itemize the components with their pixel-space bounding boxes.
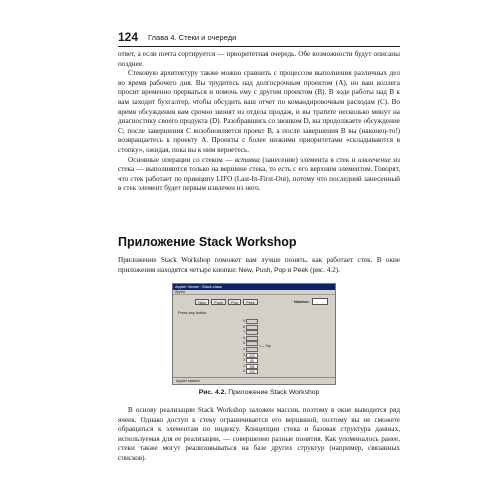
stack-row — [243, 363, 266, 369]
stack-index: 7 — [243, 330, 245, 335]
intro-text — [118, 50, 400, 194]
inline-peek: Peek — [293, 266, 309, 274]
inline-pop: Pop — [274, 266, 286, 274]
applet-message: Press any button — [178, 311, 207, 315]
text-run: Основные операции со стеком — — [128, 155, 235, 164]
stack-row — [243, 330, 266, 335]
inline-push: Push — [255, 266, 271, 274]
term-push: вставка — [234, 155, 260, 164]
stack-workshop-applet — [172, 283, 336, 385]
stack-cell — [246, 347, 258, 352]
stack-index: 9 — [243, 319, 245, 323]
stack-cell — [246, 330, 258, 335]
stack-cell: 329 — [246, 353, 258, 358]
chapter-title: Глава 4. Стеки и очереди — [148, 33, 237, 42]
stack-row — [243, 319, 266, 324]
stack-cell: 286 — [246, 364, 258, 369]
stack-index: 3 — [243, 352, 245, 357]
stack-index: 2 — [243, 358, 245, 363]
applet-menu[interactable]: Applet — [173, 290, 335, 295]
push-button[interactable]: Push — [211, 299, 226, 305]
stack-index: 0 — [243, 369, 245, 374]
paragraph: Стековую архитектуру также можно сравнить с процессом выполнения различных дел во время рабочего дня. Вы трудитесь над долгосрочным проектом (A), но ваш коллега просит временно прерваться и помочь ему с другим проектом (B). В ходе работы над B к вам заходит бухгалтер, чтобы обсудить ваш отчет по командировочным расходам (C). Во время обсуждения вам срочно звонят из отдела продаж, и вы тратите несколько минут на диагностику своего продукта (D). Разобравшись со звонком D, вы продолжаете обсуждение C; после завершения C возобновляется проект B, а после завершения B вы (наконец-то!) возвращаетесь к проекту A. Проекты с более низкими приоритетами «складываются в стопку», ожидая, пока вы к ним вернетесь. — [118, 69, 400, 154]
workshop-text — [118, 256, 400, 275]
stack-index: 8 — [243, 324, 245, 329]
running-header — [118, 30, 400, 44]
text-run: (занесение) элемента в стек и — [259, 155, 358, 164]
paragraph: В основу реализации Stack Workshop заложен массив, поэтому в окне выводится ряд ячеек. Однако доступ к стеку ограничивается его вершиной, поэтому вы не сможете обращаться к элементам по индексу. Концепции стека и базовая структура данных, используемая для ее реализации, — совершенно разные понятия. Как упоминалось ранее, стеки также могут реализовываться на базе других структур (например, связанных списков). — [118, 406, 400, 462]
text-run: из стека — выполняются только на вершине стека, то есть с его верхним элементом. Говорят, что стек работает по принципу LIFO (Last-In-First-Out), потому что последний занесенный в стек элемент будет первым извлечен из него. — [118, 155, 400, 193]
inline-new: New — [238, 266, 252, 274]
text-run: (рис. 4.2). — [308, 265, 340, 274]
applet-status-bar: Applet started. — [173, 377, 335, 384]
stack-row — [243, 352, 266, 358]
stack-row — [243, 335, 266, 341]
stack-row — [243, 324, 266, 330]
text-run: и — [285, 265, 294, 274]
figure-caption — [118, 388, 400, 397]
stack-cell — [246, 341, 258, 346]
stack-cell — [246, 325, 258, 330]
term-pop: извлечение — [357, 155, 391, 164]
peek-button[interactable]: Peek — [243, 299, 258, 305]
stack-row — [243, 369, 266, 375]
stack-cell: 255 — [246, 369, 258, 374]
text-run: , — [251, 265, 256, 274]
number-input[interactable] — [312, 298, 328, 305]
section-heading: Приложение Stack Workshop — [118, 235, 297, 249]
pop-button[interactable]: Pop — [228, 299, 241, 305]
text-run: Приложение Stack Workshop поможет вам лучше понять, как работает стек. В окне приложения находятся четыре кнопки: — [118, 256, 400, 274]
stack-index: 5 — [243, 341, 245, 346]
paragraph-operations — [118, 156, 400, 194]
header-rule — [118, 46, 400, 47]
stack-row — [243, 358, 266, 364]
applet-title-bar: Applet Viewer: Stack.class — [173, 284, 335, 290]
stack-index: 4 — [243, 347, 245, 351]
stack-cell — [246, 319, 258, 324]
stack-cell — [246, 336, 258, 341]
stack-index: 1 — [243, 363, 245, 368]
new-button[interactable]: New — [195, 299, 209, 305]
stack-index: 6 — [243, 335, 245, 340]
stack-cell: 65 — [246, 358, 258, 363]
paragraph — [118, 256, 400, 275]
paragraph: ответ, а если почта сортируется — приоритетная очередь. Обе возможности будут описаны позднее. — [118, 50, 400, 68]
text-run: , — [270, 265, 275, 274]
number-label: Number: — [294, 300, 310, 304]
top-pointer-label: <— Top — [259, 344, 271, 348]
figure-number: Рис. 4.2. — [198, 389, 227, 396]
closing-text — [118, 406, 400, 464]
page-number: 124 — [118, 30, 139, 44]
figure-caption-text: Приложение Stack Workshop — [228, 389, 320, 396]
